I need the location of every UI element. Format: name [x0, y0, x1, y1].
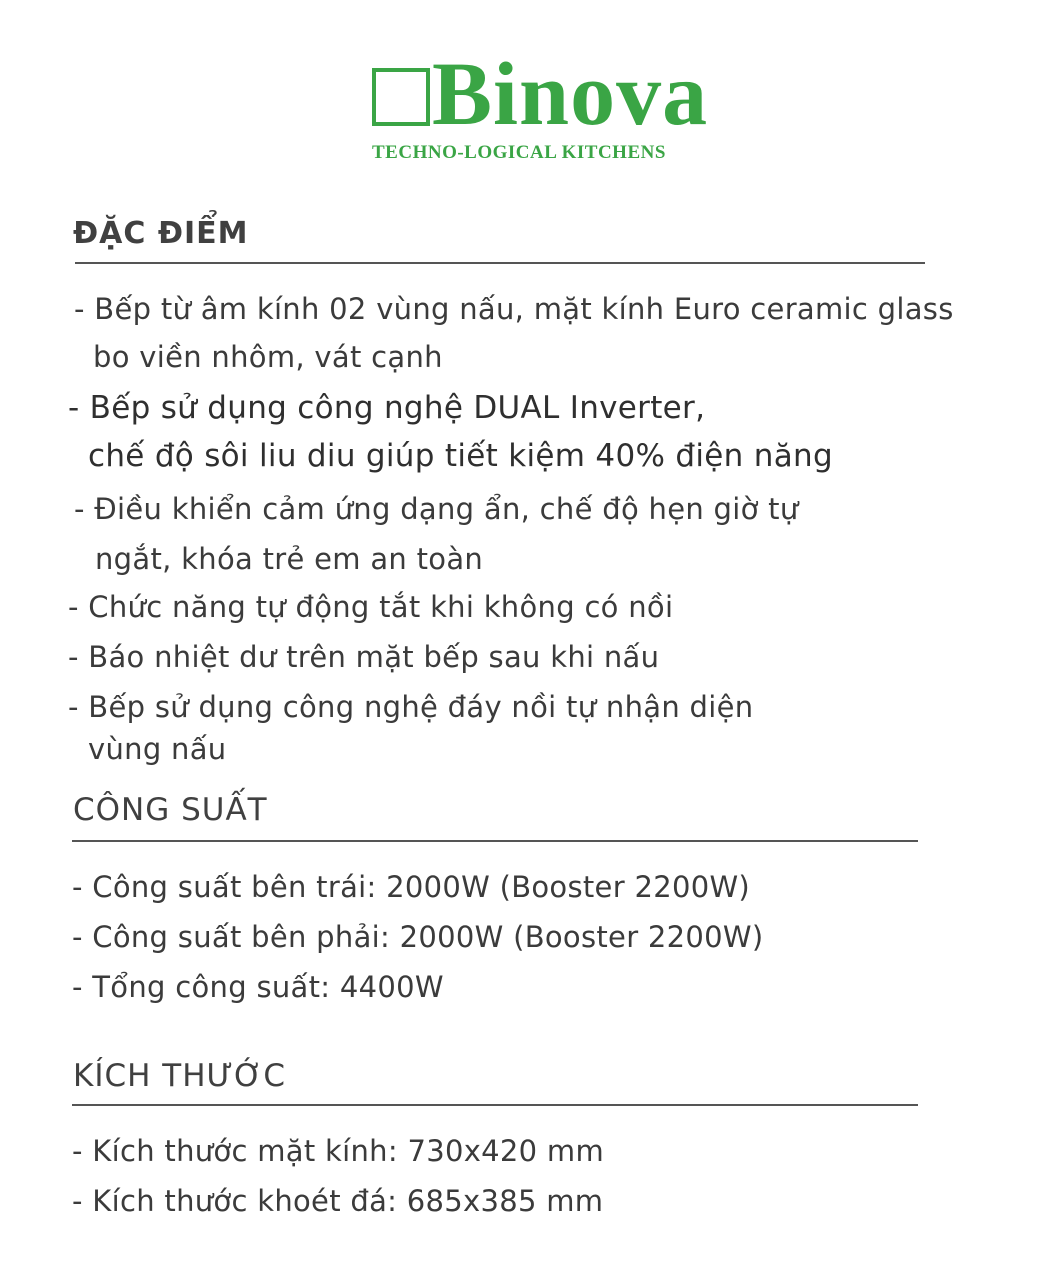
feature-line-1: - Bếp từ âm kính 02 vùng nấu, mặt kính Euro ceramic glass [74, 292, 954, 326]
feature-line-2: bo viền nhôm, vát cạnh [93, 340, 443, 374]
features-heading: ĐẶC ĐIỂM [73, 216, 249, 251]
power-line-1: - Công suất bên trái: 2000W (Booster 2200W) [72, 870, 751, 904]
feature-line-10: vùng nấu [88, 732, 227, 766]
feature-line-3: - Bếp sử dụng công nghệ DUAL Inverter, [68, 390, 706, 426]
power-line-2: - Công suất bên phải: 2000W (Booster 2200W) [72, 920, 764, 954]
feature-line-6: ngắt, khóa trẻ em an toàn [95, 542, 484, 576]
power-divider [72, 840, 918, 842]
logo-square-icon [372, 68, 430, 126]
power-heading: CÔNG SUẤT [73, 792, 268, 828]
dimension-line-1: - Kích thước mặt kính: 730x420 mm [72, 1134, 605, 1168]
feature-line-8: - Báo nhiệt dư trên mặt bếp sau khi nấu [68, 640, 660, 674]
feature-line-9: - Bếp sử dụng công nghệ đáy nồi tự nhận diện [68, 690, 754, 724]
binova-logo [370, 45, 730, 174]
dimensions-divider [72, 1104, 918, 1106]
logo-tagline: TECHNO-LOGICAL KITCHENS [372, 142, 666, 163]
dimensions-heading: KÍCH THƯỚC [73, 1058, 287, 1094]
features-divider [75, 262, 925, 264]
dimension-line-2: - Kích thước khoét đá: 685x385 mm [72, 1184, 604, 1218]
logo-brand-name: Binova [432, 45, 709, 144]
feature-line-5: - Điều khiển cảm ứng dạng ẩn, chế độ hẹn giờ tự [74, 492, 799, 526]
feature-line-4: chế độ sôi liu diu giúp tiết kiệm 40% điện năng [88, 438, 833, 474]
power-line-3: - Tổng công suất: 4400W [72, 970, 444, 1004]
feature-line-7: - Chức năng tự động tắt khi không có nồi [68, 590, 674, 624]
